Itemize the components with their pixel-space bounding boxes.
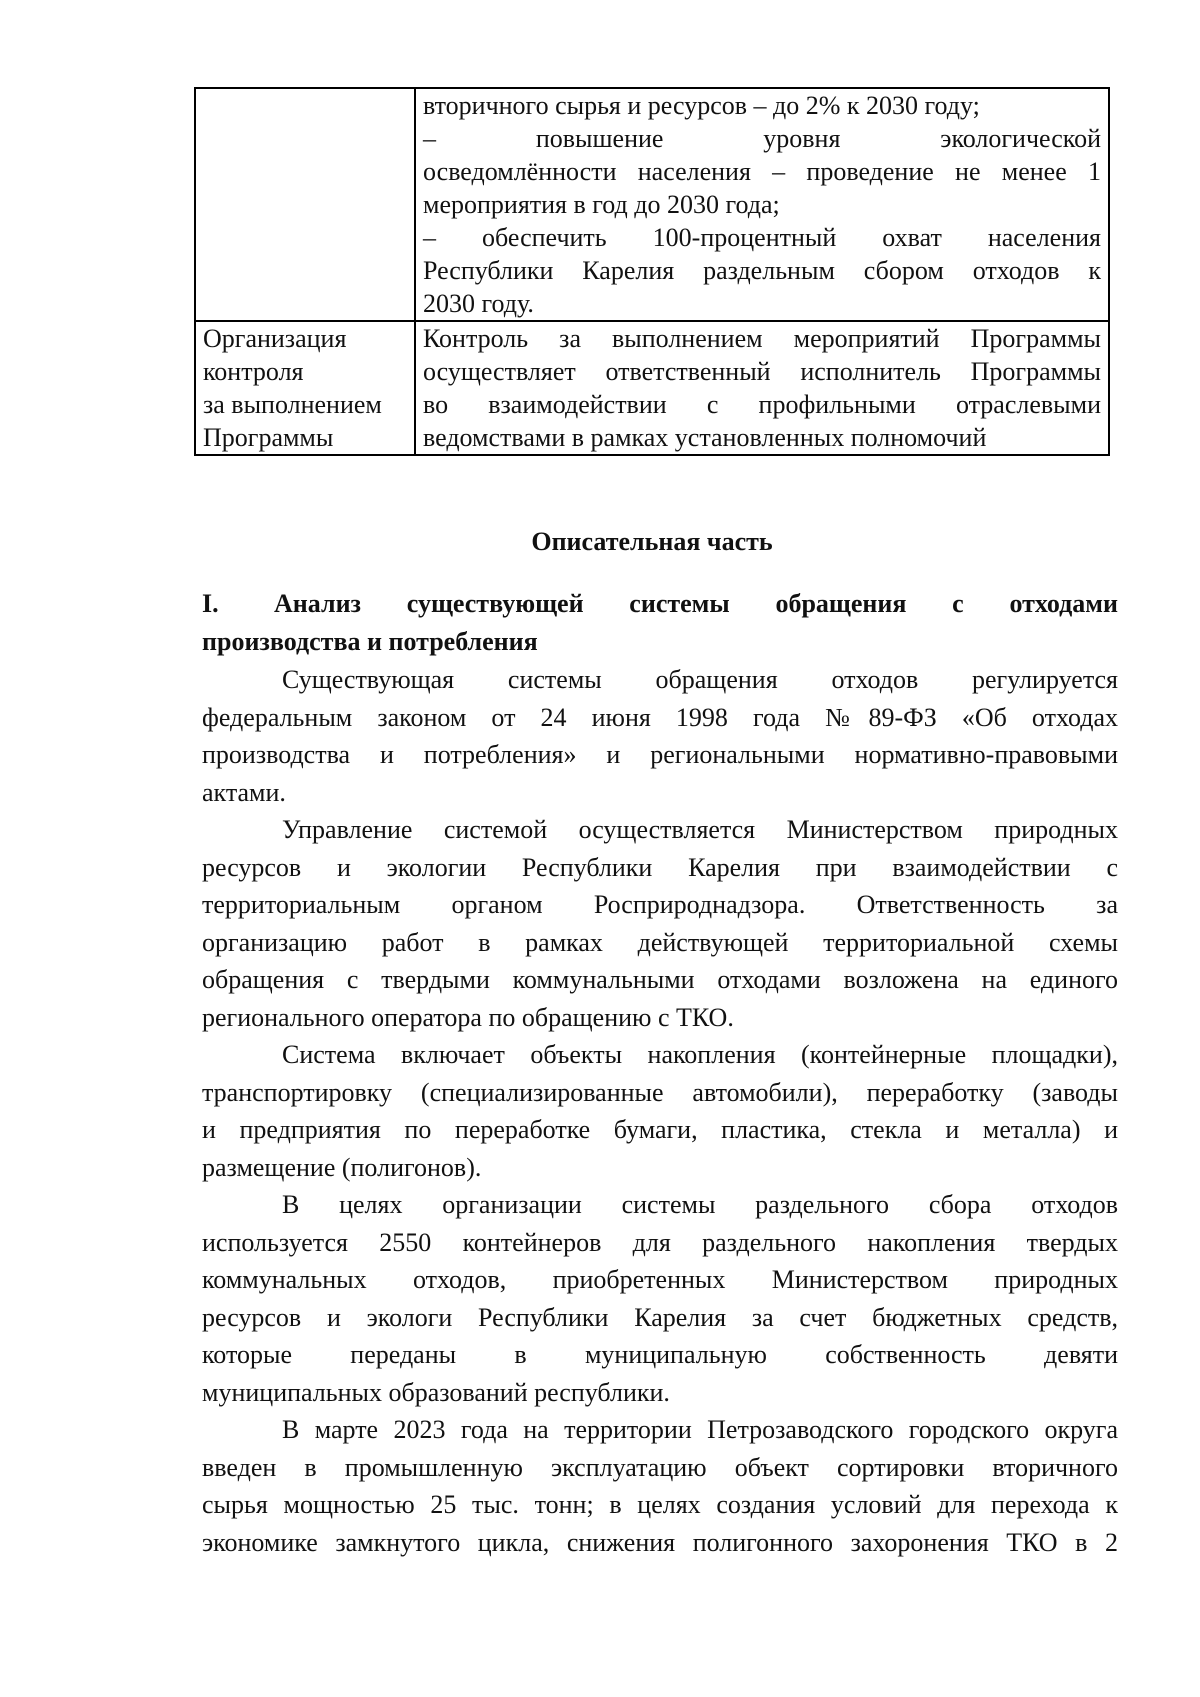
text-line: организацию работ в рамках действующей территориальной схемы — [202, 927, 1118, 957]
table-cell-value — [415, 88, 1109, 321]
section-title-text: Анализ существующей системы обращения с отходами — [274, 589, 1118, 618]
section-title — [202, 585, 1118, 661]
text-line: экономике замкнутого цикла, снижения полигонного захоронения ТКО в 2 — [202, 1527, 1118, 1557]
cell-line: Программы — [203, 423, 334, 452]
text-line: ресурсов и экологии Республики Карелия при взаимодействии с — [202, 852, 1118, 882]
text-line: которые переданы в муниципальную собственность девяти — [202, 1340, 1118, 1369]
text-line: введен в промышленную эксплуатацию объект сортировки вторичного — [202, 1452, 1118, 1482]
text-line: обращения с твердыми коммунальными отходами возложена на единого — [202, 965, 1118, 994]
section-number: I. — [202, 589, 219, 618]
cell-line: мероприятия в год до 2030 года; — [423, 190, 780, 219]
table-row — [195, 321, 1109, 455]
body-text — [202, 661, 1118, 1561]
text-line: Управление системой осуществляется Министерством природных — [282, 815, 1118, 844]
paragraph — [202, 1186, 1118, 1411]
cell-line: осуществляет ответственный исполнитель Программы — [423, 357, 1101, 386]
cell-line: ведомствами в рамках установленных полномочий — [423, 423, 987, 452]
cell-line: во взаимодействии с профильными отраслевыми — [423, 390, 1101, 419]
text-line: Существующая системы обращения отходов регулируется — [282, 665, 1118, 694]
text-line: транспортировку (специализированные автомобили), переработку (заводы — [202, 1077, 1118, 1107]
table-cell-label — [195, 88, 415, 321]
section-title-line: производства и потребления — [202, 627, 538, 656]
paragraph — [202, 811, 1118, 1036]
text-line: Система включает объекты накопления (контейнерные площадки), — [282, 1040, 1118, 1069]
cell-line: за выполнением — [203, 390, 382, 419]
paragraph — [202, 661, 1118, 811]
cell-line: 2030 году. — [423, 289, 534, 318]
table-cell-label — [195, 321, 415, 455]
cell-line: вторичного сырья и ресурсов – до 2% к 2030 году; — [423, 91, 980, 120]
table-cell-value — [415, 321, 1109, 455]
cell-line: – повышение уровня экологической — [423, 124, 1101, 153]
text-line: коммунальных отходов, приобретенных Министерством природных — [202, 1265, 1118, 1294]
text-line: В целях организации системы раздельного сбора отходов — [282, 1190, 1118, 1219]
table-row — [195, 88, 1109, 321]
text-line: сырья мощностью 25 тыс. тонн; в целях создания условий для перехода к — [202, 1490, 1118, 1519]
text-line: территориальным органом Росприроднадзора. Ответственность за — [202, 890, 1118, 919]
paragraph — [202, 1411, 1118, 1561]
text-line: производства и потребления» и региональными нормативно-правовыми — [202, 740, 1118, 769]
cell-line: осведомлённости населения – проведение не менее 1 — [423, 157, 1101, 186]
section-title-line — [202, 585, 1118, 623]
text-line: размещение (полигонов). — [202, 1152, 482, 1182]
cell-line: Контроль за выполнением мероприятий Программы — [423, 324, 1101, 353]
cell-line: Республики Карелия раздельным сбором отходов к — [423, 256, 1101, 285]
text-line: ресурсов и экологи Республики Карелия за счет бюджетных средств, — [202, 1302, 1118, 1332]
text-line: и предприятия по переработке бумаги, пластика, стекла и металла) и — [202, 1115, 1118, 1144]
cell-line: – обеспечить 100-процентный охват населения — [423, 223, 1101, 252]
text-line: используется 2550 контейнеров для раздельного накопления твердых — [202, 1227, 1118, 1257]
text-line: муниципальных образований республики. — [202, 1377, 670, 1407]
cell-line: Организация — [203, 324, 347, 353]
paragraph — [202, 1036, 1118, 1186]
page-heading: Описательная часть — [531, 527, 773, 556]
program-passport-table — [194, 87, 1110, 456]
text-line: актами. — [202, 777, 286, 807]
text-line: В марте 2023 года на территории Петрозаводского городского округа — [282, 1415, 1118, 1444]
cell-line: контроля — [203, 357, 304, 386]
text-line: федеральным законом от 24 июня 1998 года №89-ФЗ «Об отходах — [202, 702, 1118, 732]
text-line: регионального оператора по обращению с ТКО. — [202, 1002, 734, 1032]
